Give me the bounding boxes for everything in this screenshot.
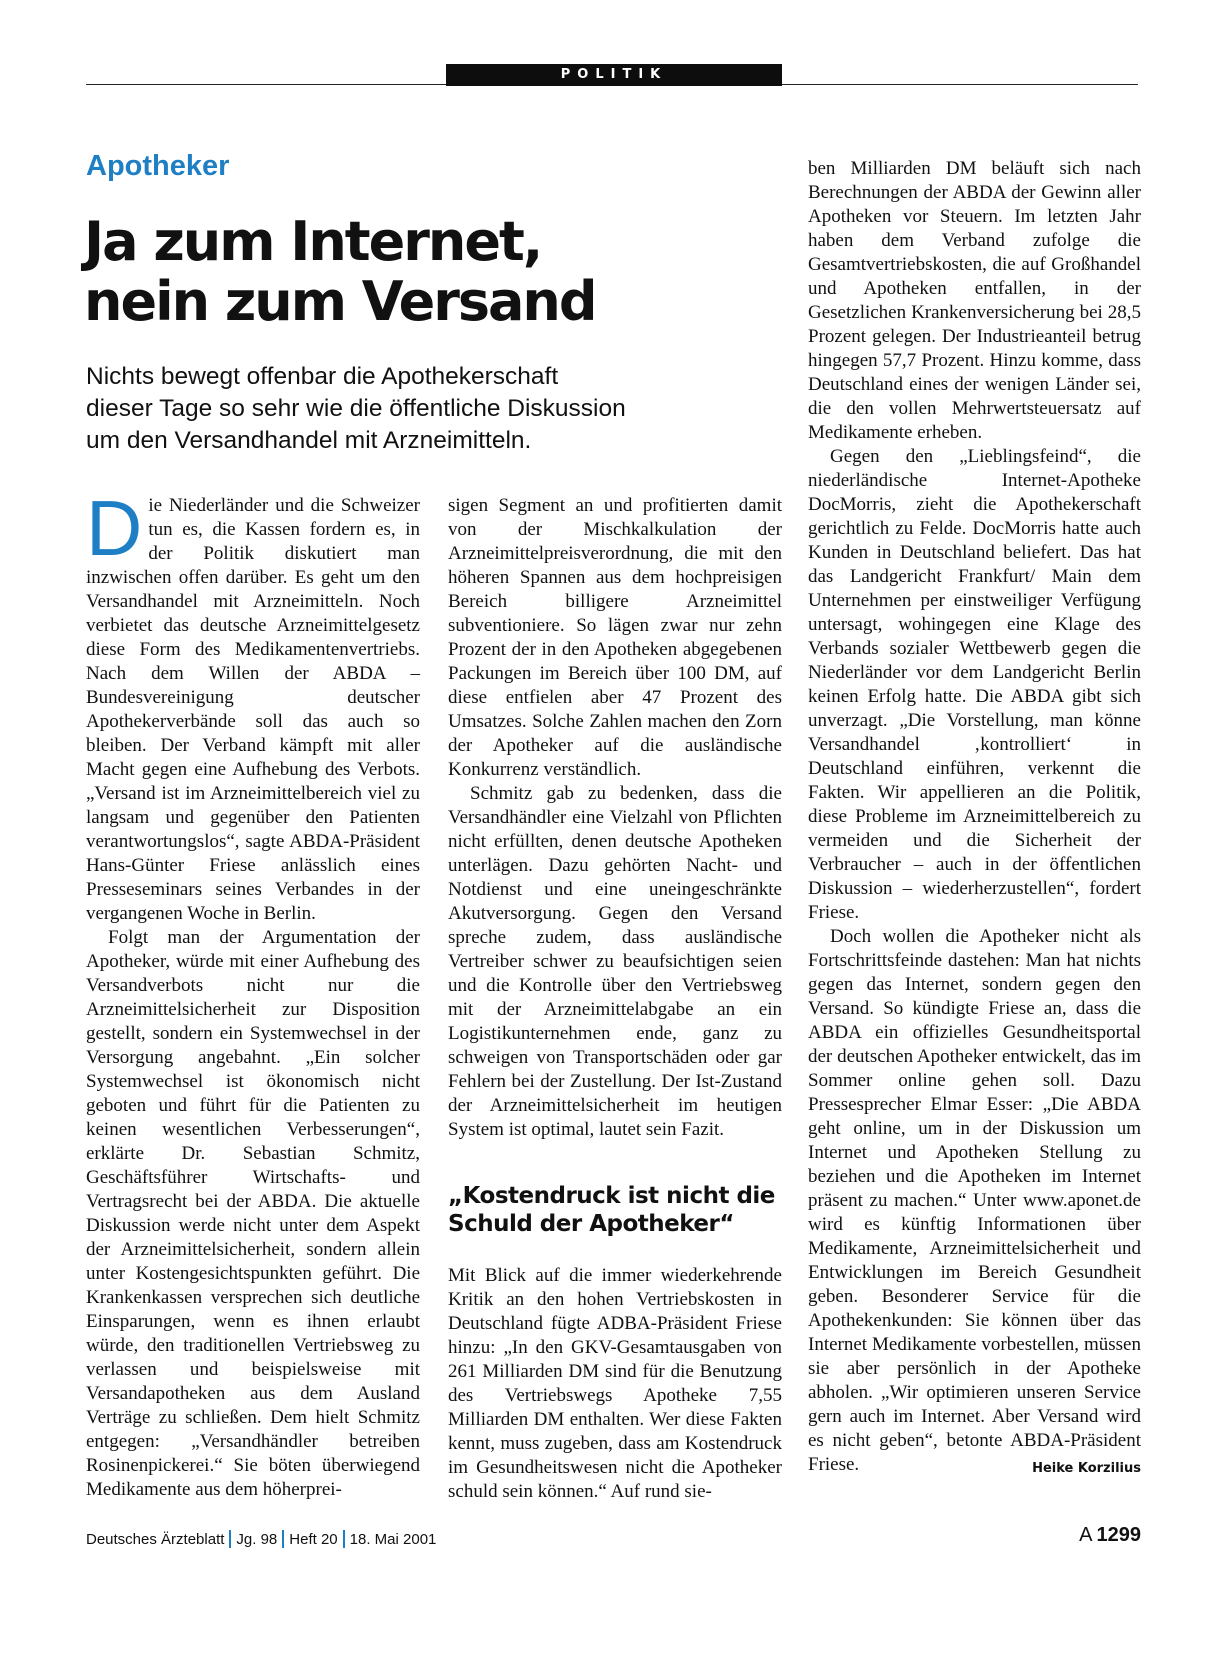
journal-name: Deutsches Ärzteblatt <box>86 1531 225 1548</box>
issue-date: 18. Mai 2001 <box>349 1531 437 1548</box>
journal-issue: Heft 20 <box>289 1531 338 1548</box>
article-headline <box>84 212 724 332</box>
lead-line-2: dieser Tage so sehr wie die öffentliche Diskussion <box>86 395 626 422</box>
article-kicker: Apotheker <box>86 150 230 182</box>
section-label: POLITIK <box>446 64 782 86</box>
drop-cap: D <box>86 484 143 572</box>
author-byline: Heike Korzilius <box>1032 1461 1141 1476</box>
paragraph: sigen Segment an und profitierten damit von der Mischkalkulation der Arzneimittelpreisverordnung, die mit den höheren Spannen aus dem hochpreisigen Bereich billigere Arzneimittel subventioniere. So lägen zwar nur zehn Prozent der in den Apotheken abgegebenen Packungen im Bereich über 100 DM, auf diese entfielen aber 47 Prozent des Umsatzes. Solche Zahlen machen den Zorn der Apotheker auf die ausländische Konkurrenz verständlich. <box>448 495 782 780</box>
paragraph: Folgt man der Argumentation der Apotheker, würde mit einer Aufhebung des Versandverbots nicht nur die Arzneimittelsicherheit zur Disposition gestellt, sondern ein Systemwechsel in der Versorgung angebahnt. „Ein solcher Systemwechsel ist ökonomisch nicht geboten und führt für die Patienten zu keinen wesentlichen Verbesserungen“, erklärte Dr. Sebastian Schmitz, Geschäftsführer Wirtschafts- und Vertragsrecht bei der ABDA. Die aktuelle Diskussion werde nicht unter dem Aspekt der Arzneimittelsicherheit, sondern allein unter Kostengesichtspunkten geführt. Die Krankenkassen versprechen sich deutliche Einsparungen, wenn es ihnen erlaubt würde, den traditionellen Vertriebsweg zu verlassen und beispielsweise mit Versandapotheken aus dem Ausland Verträge zu schließen. Dem hielt Schmitz entgegen: „Versandhändler betreiben Rosinenpickerei.“ Sie böten überwiegend Medikamente aus dem höherprei- <box>86 927 420 1500</box>
article-lead <box>86 361 746 457</box>
footer-separator <box>282 1530 284 1548</box>
paragraph <box>86 484 420 926</box>
page-prefix: A <box>1079 1524 1093 1546</box>
footer-separator <box>343 1530 345 1548</box>
paragraph-text: Doch wollen die Apotheker nicht als Fortschrittsfeinde dastehen: Man hat nichts gegen das Internet, sondern gegen den Versand. So kündigte Friese an, dass die ABDA ein offizielles Gesundheitsportal der deutschen Apotheker entwickelt, das im Sommer online gehen soll. Dazu Pressesprecher Elmar Esser: „Die ABDA geht online, um in der Diskussion um Internet und Apotheken Stellung zu beziehen und die Apotheken im Internet präsent zu machen.“ Unter www.aponet.de wird es künftig Informationen über Medikamente, Arzneimittelsicherheit und Entwicklungen im Bereich Gesundheit geben. Besonderer Service für die Apothekenkunden: Sie können über das Internet Medikamente vorbestellen, müssen sie aber persönlich in der Apotheke abholen. „Wir optimieren unseren Service gern auch im Internet. Aber Versand wird es nicht geben“, betonte ABDA-Präsident Friese. <box>808 926 1141 1475</box>
text-column-3 <box>808 157 1141 1481</box>
paragraph: Mit Blick auf die immer wiederkehrende Kritik an den hohen Vertriebskosten in Deutschland fügte ADBA-Präsident Friese hinzu: „In den GKV-Gesamtausgaben von 261 Milliarden DM sind für die Benutzung des Vertriebswegs Apotheke 7,55 Milliarden DM enthalten. Wer diese Fakten kennt, muss zugeben, dass am Kostendruck im Gesundheitswesen nicht die Apotheker schuld sein können.“ Auf rund sie- <box>448 1265 782 1502</box>
text-column-2 <box>448 494 782 1504</box>
footer-citation <box>86 1530 436 1548</box>
paragraph <box>808 925 1141 1477</box>
page-number <box>1079 1524 1141 1547</box>
text-column-1 <box>86 484 420 1502</box>
footer-separator <box>229 1530 231 1548</box>
paragraph-text: ie Niederländer und die Schweizer tun es, die Kassen fordern es, in der Politik diskutiert man inzwischen offen darüber. Es geht um den Versandhandel mit Arzneimitteln. Noch verbietet das deutsche Arzneimittelgesetz diese Form des Medikamentenvertriebs. Nach dem Willen der ABDA – Bundesvereinigung deutscher Apothekerverbände soll das auch so bleiben. Der Verband kämpft mit aller Macht gegen eine Aufhebung des Verbots. „Versand ist im Arzneimittelbereich viel zu langsam und gegenüber den Patienten verantwortungslos“, sagte ABDA-Präsident Hans-Günter Friese anlässlich eines Presseseminars seines Verbandes in der vergangenen Woche in Berlin. <box>86 495 420 924</box>
paragraph: Gegen den „Lieblingsfeind“, die niederländische Internet-Apotheke DocMorris, zieht die Apothekerschaft gerichtlich zu Felde. DocMorris hatte auch Kunden in Deutschland beliefert. Das hat das Landgericht Frankfurt/ Main dem Unternehmen per einstweiliger Verfügung untersagt, wohingegen eine Klage des Verbands sozialer Wettbewerb gegen die Niederländer vor dem Landgericht Berlin keinen Erfolg hatte. Die ABDA gibt sich unverzagt. „Die Vorstellung, man könne Versandhandel ‚kontrolliert‘ in Deutschland einführen, verkennt die Fakten. Wir appellieren an die Politik, diese Probleme im Arzneimittelbereich zu vermeiden und die Sicherheit der Verbraucher – auch in der öffentlichen Diskussion – wiederherzustellen“, fordert Friese. <box>808 446 1141 923</box>
headline-line-1: Ja zum Internet, <box>84 210 542 273</box>
lead-line-3: um den Versandhandel mit Arzneimitteln. <box>86 427 532 454</box>
journal-volume: Jg. 98 <box>236 1531 278 1548</box>
paragraph: ben Milliarden DM beläuft sich nach Berechnungen der ABDA der Gewinn aller Apotheken vor Steuern. Im letzten Jahr haben dem Verband zufolge die Gesamtvertriebskosten, die auf Großhandel und Apotheken entfallen, in der Gesetzlichen Krankenversicherung bei 28,5 Prozent gelegen. Der Industrieanteil betrug hingegen 57,7 Prozent. Hinzu komme, dass Deutschland eines der wenigen Länder sei, die den vollen Mehrwertsteuersatz auf Medikamente erheben. <box>808 158 1141 443</box>
lead-line-1: Nichts bewegt offenbar die Apothekerschaft <box>86 363 559 390</box>
paragraph: Schmitz gab zu bedenken, dass die Versandhändler eine Vielzahl von Pflichten nicht erfüllten, denen deutsche Apotheken unterlägen. Dazu gehörten Nacht- und Notdienst und eine uneingeschränkte Akutversorgung. Gegen den Versand spreche zudem, dass ausländische Vertreiber schwer zu beaufsichtigen seien und die Kontrolle über den Vertriebsweg mit der Arzneimittelabgabe an ein Logistikunternehmen ende, ganz zu schweigen von Transportschäden oder gar Fehlern bei der Zustellung. Der Ist-Zustand der Arzneimittelsicherheit im heutigen System ist optimal, lautet sein Fazit. <box>448 783 782 1140</box>
subheading: „Kostendruck ist nicht die Schuld der Apotheker“ <box>448 1183 775 1237</box>
page-number-value: 1299 <box>1096 1524 1141 1546</box>
headline-line-2: nein zum Versand <box>84 270 596 333</box>
